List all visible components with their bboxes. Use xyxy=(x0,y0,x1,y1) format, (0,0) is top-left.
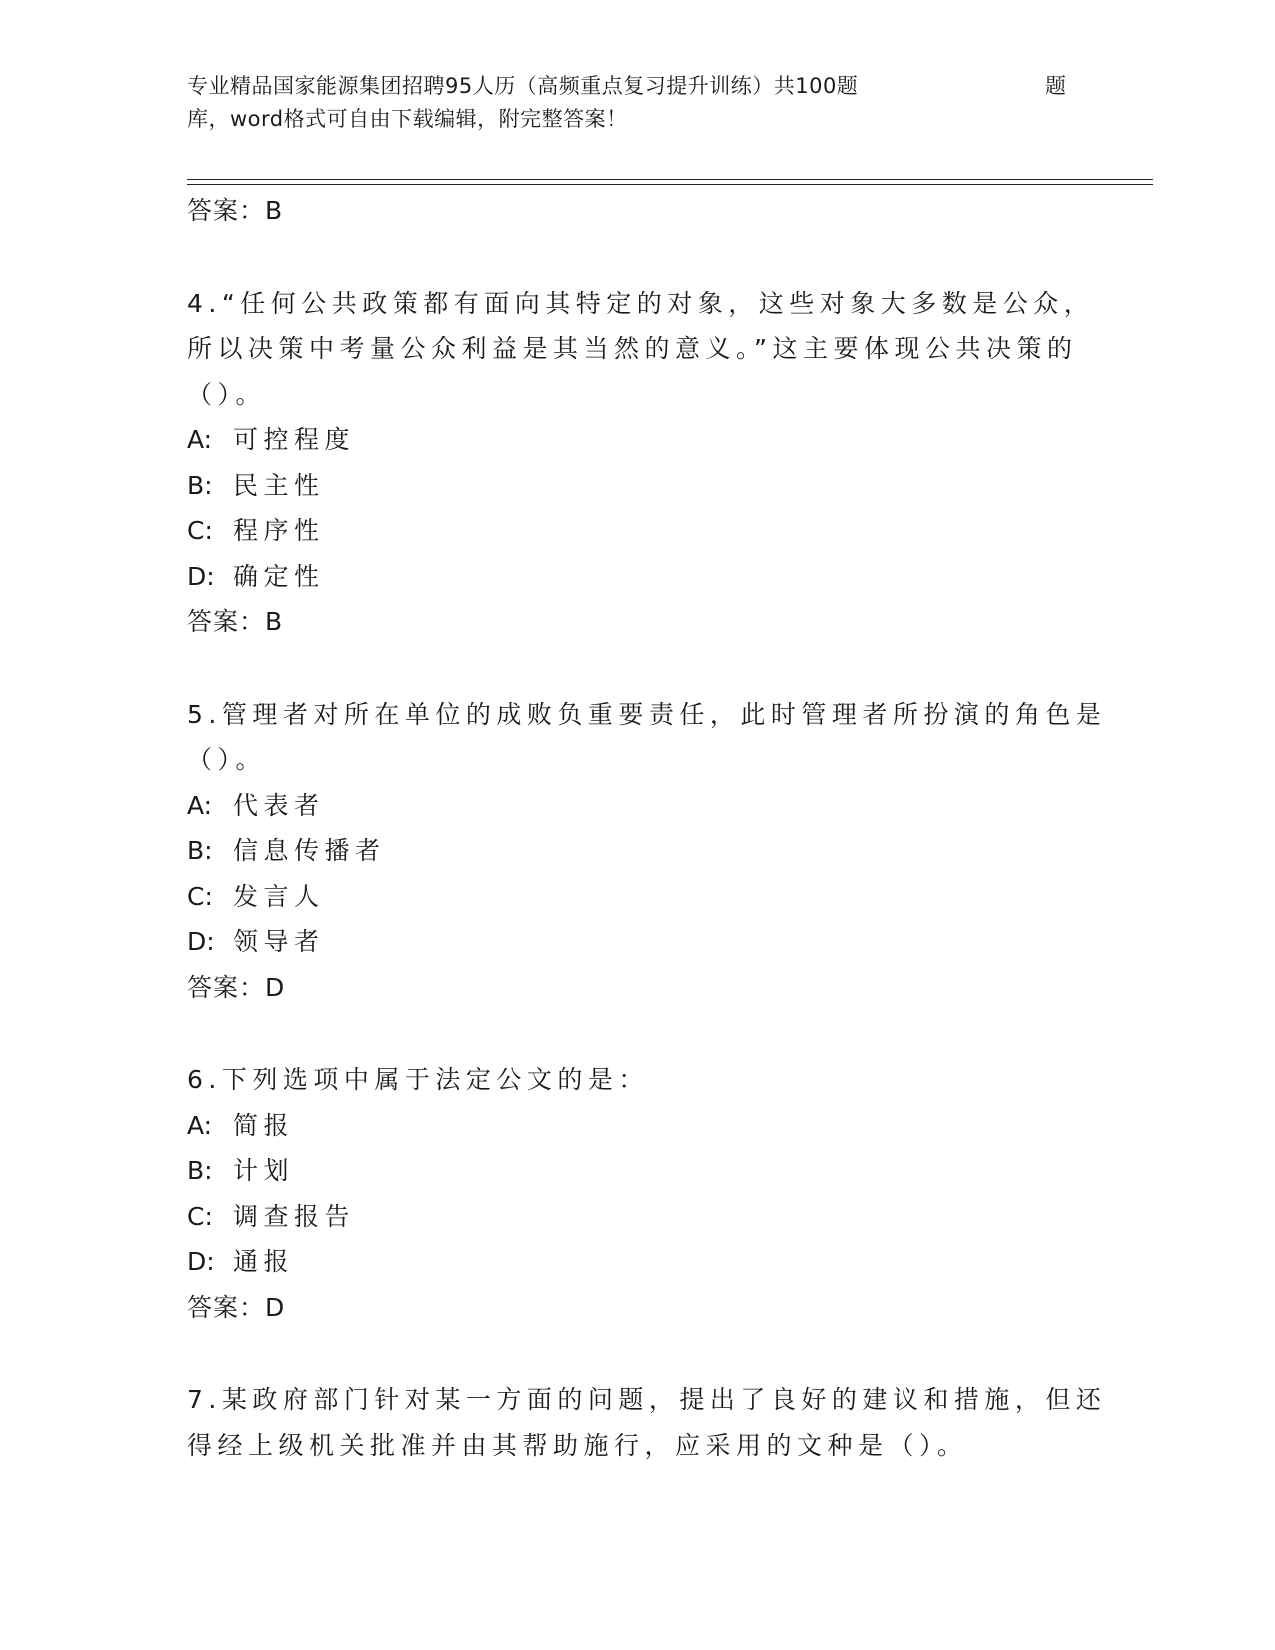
question-4-option-b xyxy=(187,463,1087,509)
option-letter: D: xyxy=(187,1247,215,1276)
header-title-line-2: 库，word格式可自由下载编辑，附完整答案！ xyxy=(187,107,628,131)
answer-q6: 答案：D xyxy=(187,1292,286,1322)
question-5-option-b xyxy=(187,828,1087,874)
question-6-option-c xyxy=(187,1194,1087,1240)
option-text: 发言人 xyxy=(233,881,325,911)
option-text: 通报 xyxy=(233,1247,295,1276)
question-7-text-line-2: 得经上级机关批准并由其帮助施行，应采用的文种是（）。 xyxy=(187,1430,968,1460)
question-5-text-line-1: 5.管理者对所在单位的成败负重要责任，此时管理者所扮演的角色是 xyxy=(187,699,1107,729)
option-letter: C: xyxy=(187,881,213,911)
option-letter: B: xyxy=(187,470,213,500)
question-4-option-d xyxy=(187,554,1087,600)
question-4-option-c xyxy=(187,508,1087,554)
option-letter: C: xyxy=(187,516,213,545)
option-letter: B: xyxy=(187,836,213,865)
option-text: 程序性 xyxy=(233,516,325,545)
option-text: 领导者 xyxy=(233,927,325,956)
option-text: 民主性 xyxy=(233,470,325,500)
option-text: 代表者 xyxy=(233,790,325,820)
question-7-text-line-1: 7.某政府部门针对某一方面的问题，提出了良好的建议和措施，但还 xyxy=(187,1385,1107,1414)
option-text: 计划 xyxy=(233,1156,295,1185)
question-4-option-a xyxy=(187,417,1087,463)
option-letter: A: xyxy=(187,1110,213,1140)
question-4-text-line-1: 4.“任何公共政策都有面向其特定的对象，这些对象大多数是公众， xyxy=(187,288,1095,318)
question-6-option-b xyxy=(187,1148,1087,1194)
answer-q4: 答案：B xyxy=(187,607,284,636)
question-list xyxy=(187,188,1107,1468)
question-4-text-line-3: （）。 xyxy=(187,379,267,409)
option-letter: D: xyxy=(187,561,215,591)
option-letter: A: xyxy=(187,425,213,454)
page-header xyxy=(187,70,1067,136)
question-5-option-a xyxy=(187,783,1087,829)
option-text: 信息传播者 xyxy=(233,836,386,865)
option-text: 简报 xyxy=(233,1110,295,1140)
header-divider-top xyxy=(187,179,1153,180)
header-divider-bottom xyxy=(187,184,1153,185)
question-6-option-a xyxy=(187,1103,1087,1149)
option-text: 确定性 xyxy=(233,561,325,591)
option-letter: C: xyxy=(187,1201,213,1231)
question-6-text-line-1: 6.下列选项中属于法定公文的是： xyxy=(187,1065,649,1094)
option-letter: D: xyxy=(187,927,215,956)
question-6-option-d xyxy=(187,1239,1087,1285)
header-title-trail: 题 xyxy=(1045,74,1067,98)
question-6 xyxy=(187,1057,1087,1330)
question-4-text-line-2: 所以决策中考量公众利益是其当然的意义。”这主要体现公共决策的 xyxy=(187,334,1078,363)
header-title-line-1: 专业精品国家能源集团招聘95人历（高频重点复习提升训练）共100题 题 xyxy=(187,70,1067,103)
option-letter: B: xyxy=(187,1156,213,1185)
question-5 xyxy=(187,692,1107,1011)
option-letter: A: xyxy=(187,790,213,820)
question-5-text-line-2: （）。 xyxy=(187,745,267,774)
question-7 xyxy=(187,1377,1107,1468)
question-5-option-d xyxy=(187,919,1087,965)
answer-q5: 答案：D xyxy=(187,972,286,1002)
answer-q3: 答案：B xyxy=(187,196,284,225)
option-text: 可控程度 xyxy=(233,425,356,454)
option-text: 调查报告 xyxy=(233,1201,356,1231)
question-4 xyxy=(187,281,1095,645)
question-5-option-c xyxy=(187,874,1087,920)
